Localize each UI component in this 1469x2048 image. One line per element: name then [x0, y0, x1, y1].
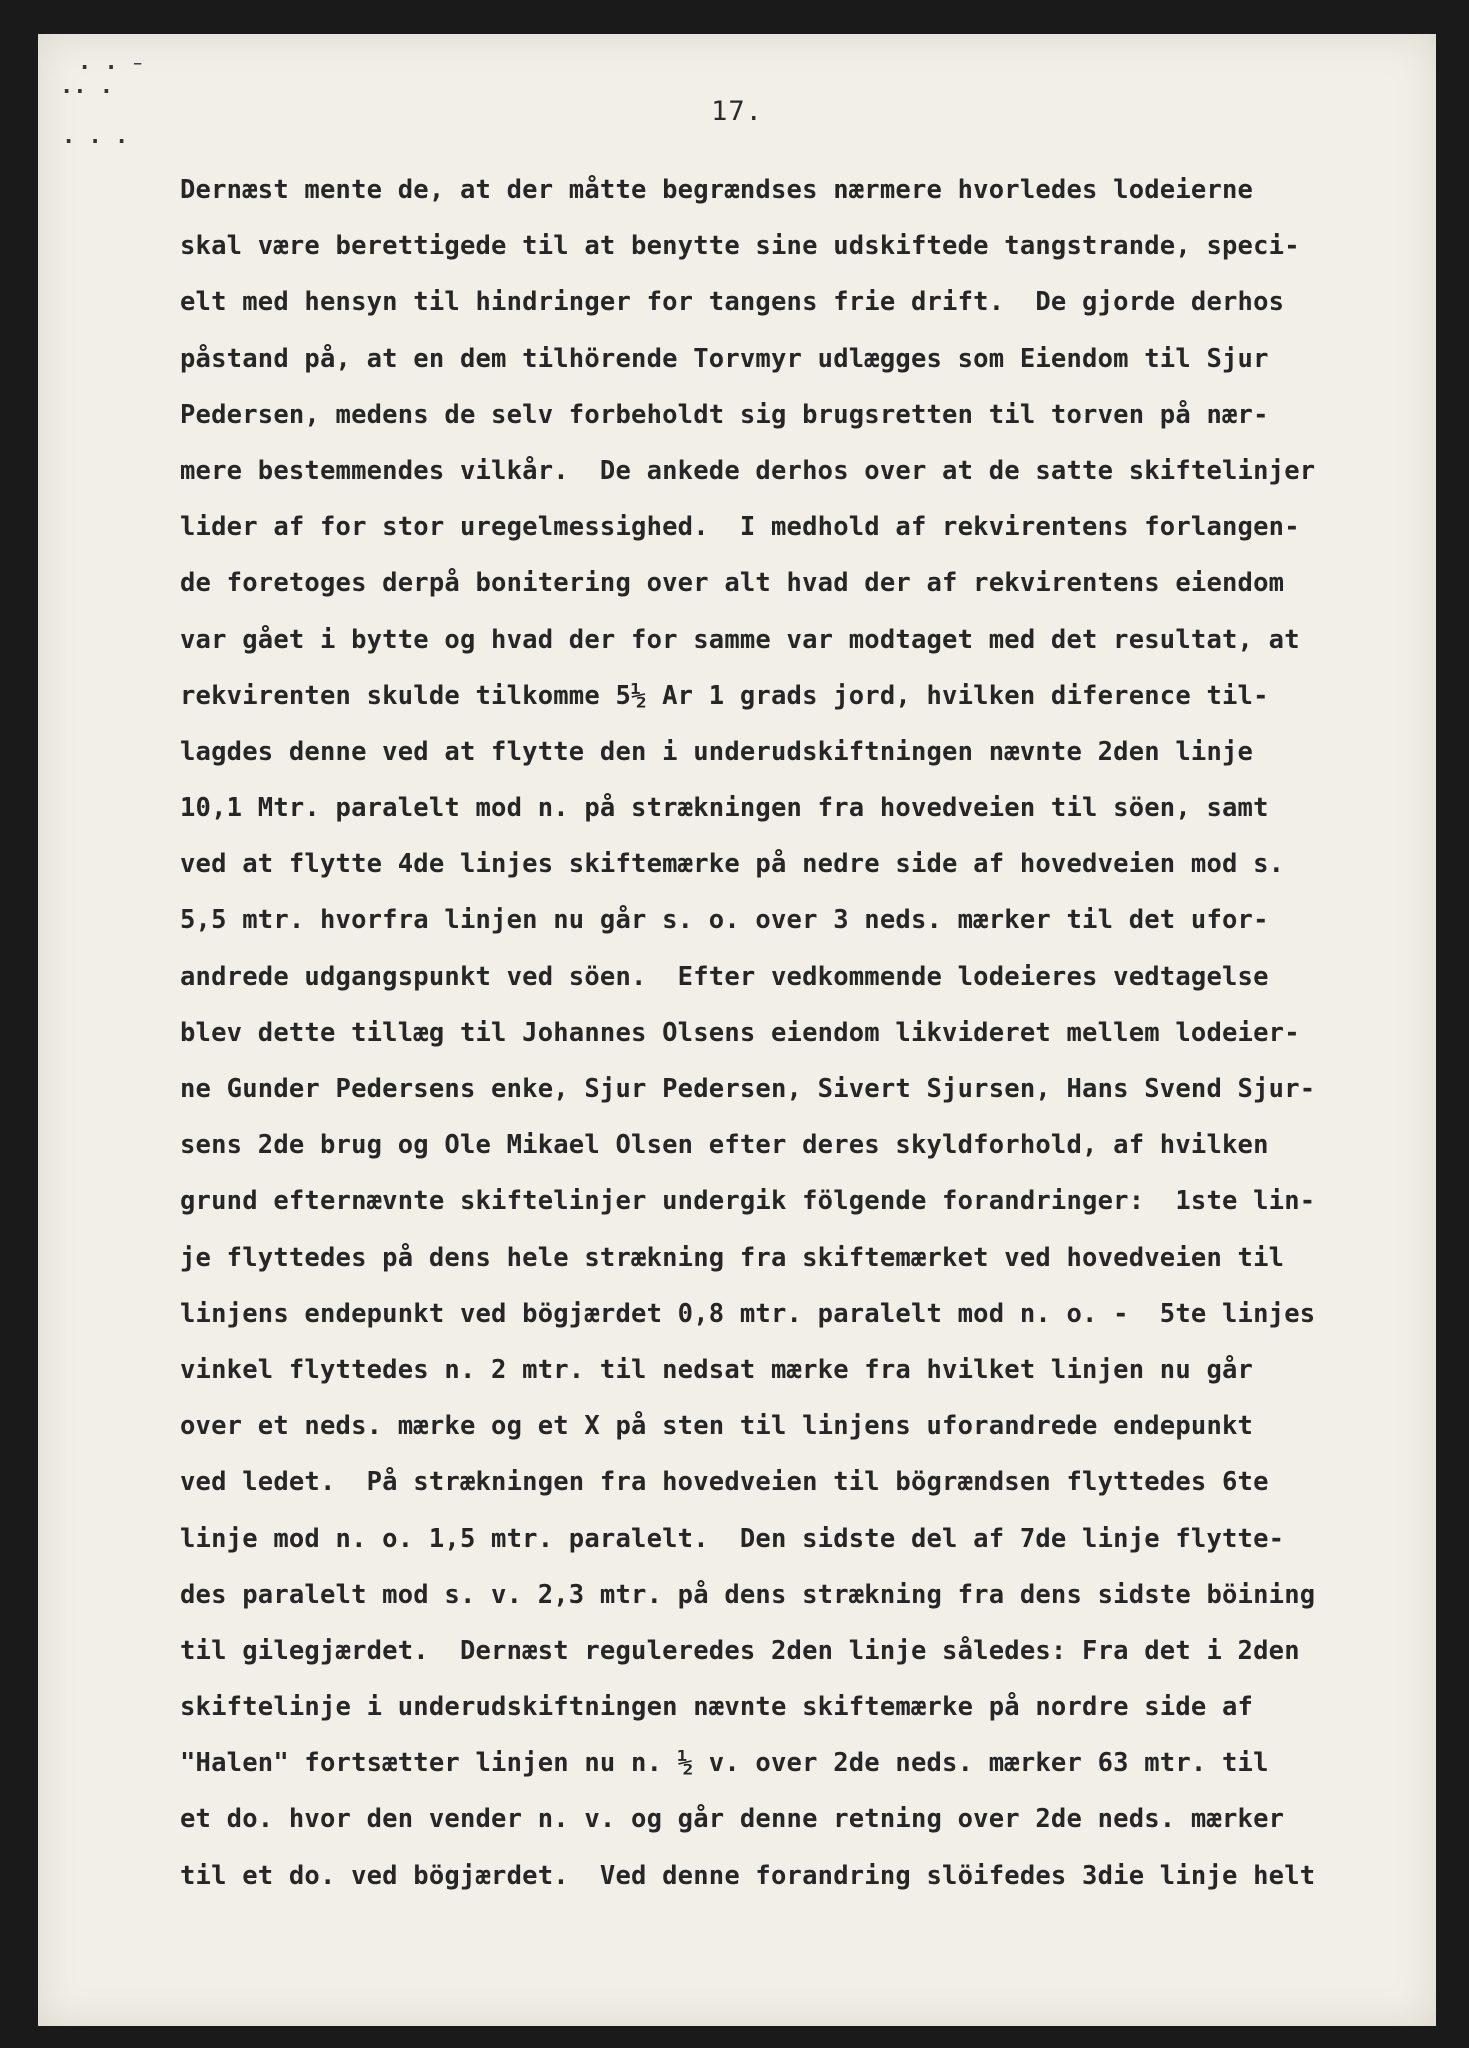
text-line: skiftelinje i underudskiftningen nævnte skiftemærke på nordre side af [180, 1692, 1254, 1723]
text-line: grund efternævnte skiftelinjer undergik fölgende forandringer: 1ste lin- [180, 1186, 1316, 1217]
text-line: var gået i bytte og hvad der for samme var modtaget med det resultat, at [180, 624, 1300, 655]
text-line: til gilegjærdet. Dernæst reguleredes 2den linje således: Fra det i 2den [180, 1635, 1300, 1666]
page-number: 17. [711, 96, 763, 127]
text-line: "Halen" fortsætter linjen nu n. ½ v. over 2de neds. mærker 63 mtr. til [180, 1748, 1269, 1779]
text-line: je flyttedes på dens hele strækning fra skiftemærket ved hovedveien til [180, 1242, 1285, 1273]
text-line: et do. hvor den vender n. v. og går denne retning over 2de neds. mærker [180, 1804, 1285, 1835]
margin-mark-middle: ·· · [60, 80, 113, 105]
text-line: påstand på, at en dem tilhörende Torvmyr udlægges som Eiendom til Sjur [180, 343, 1269, 374]
text-line: 5,5 mtr. hvorfra linjen nu går s. o. over 3 neds. mærker til det ufor- [180, 905, 1269, 936]
text-line: lagdes denne ved at flytte den i underudskiftningen nævnte 2den linje [180, 736, 1254, 767]
margin-mark-top: · · ⁻ [78, 56, 145, 81]
text-line: ne Gunder Pedersens enke, Sjur Pedersen, Sivert Sjursen, Hans Svend Sjur- [180, 1074, 1316, 1104]
text-line: Dernæst mente de, at der måtte begrændses nærmere hvorledes lodeierne [180, 175, 1254, 205]
text-line: mere bestemmendes vilkår. De ankede derhos over at de satte skiftelinjer [180, 455, 1316, 486]
text-line: lider af for stor uregelmessighed. I medhold af rekvirentens forlangen- [180, 512, 1300, 543]
text-line: til et do. ved bögjærdet. Ved denne forandring slöifedes 3die linje helt [180, 1860, 1316, 1891]
text-line: ved at flytte 4de linjes skiftemærke på nedre side af hovedveien mod s. [180, 849, 1285, 880]
text-line: over et neds. mærke og et X på sten til linjens uforandrede endepunkt [180, 1411, 1254, 1442]
text-line: rekvirenten skulde tilkomme 5½ Ar 1 grads jord, hvilken diference til- [180, 680, 1269, 711]
text-line: sens 2de brug og Ole Mikael Olsen efter deres skyldforhold, af hvilken [180, 1130, 1269, 1161]
text-line: vinkel flyttedes n. 2 mtr. til nedsat mærke fra hvilket linjen nu går [180, 1354, 1254, 1385]
text-line: Pedersen, medens de selv forbeholdt sig brugsretten til torven på nær- [180, 399, 1269, 430]
text-line: de foretoges derpå bonitering over alt hvad der af rekvirentens eiendom [180, 568, 1285, 599]
text-line: ved ledet. På strækningen fra hovedveien til bögrændsen flyttedes 6te [180, 1467, 1269, 1498]
text-line: des paralelt mod s. v. 2,3 mtr. på dens strækning fra dens sidste böining [180, 1579, 1316, 1610]
document-page [38, 34, 1436, 2026]
text-line: blev dette tillæg til Johannes Olsens eiendom likvideret mellem lodeier- [180, 1017, 1300, 1048]
body-text [180, 162, 1410, 1904]
margin-mark-lower: · · · [62, 130, 129, 155]
text-line: skal være berettigede til at benytte sine udskiftede tangstrande, speci- [180, 231, 1300, 262]
text-line: andrede udgangspunkt ved söen. Efter vedkommende lodeieres vedtagelse [180, 961, 1269, 992]
text-line: linjens endepunkt ved bögjærdet 0,8 mtr. paralelt mod n. o. - 5te linjes [180, 1298, 1316, 1329]
text-line: elt med hensyn til hindringer for tangens frie drift. De gjorde derhos [180, 287, 1285, 318]
text-line: linje mod n. o. 1,5 mtr. paralelt. Den sidste del af 7de linje flytte- [180, 1523, 1285, 1554]
text-line: 10,1 Mtr. paralelt mod n. på strækningen fra hovedveien til söen, samt [180, 793, 1269, 824]
